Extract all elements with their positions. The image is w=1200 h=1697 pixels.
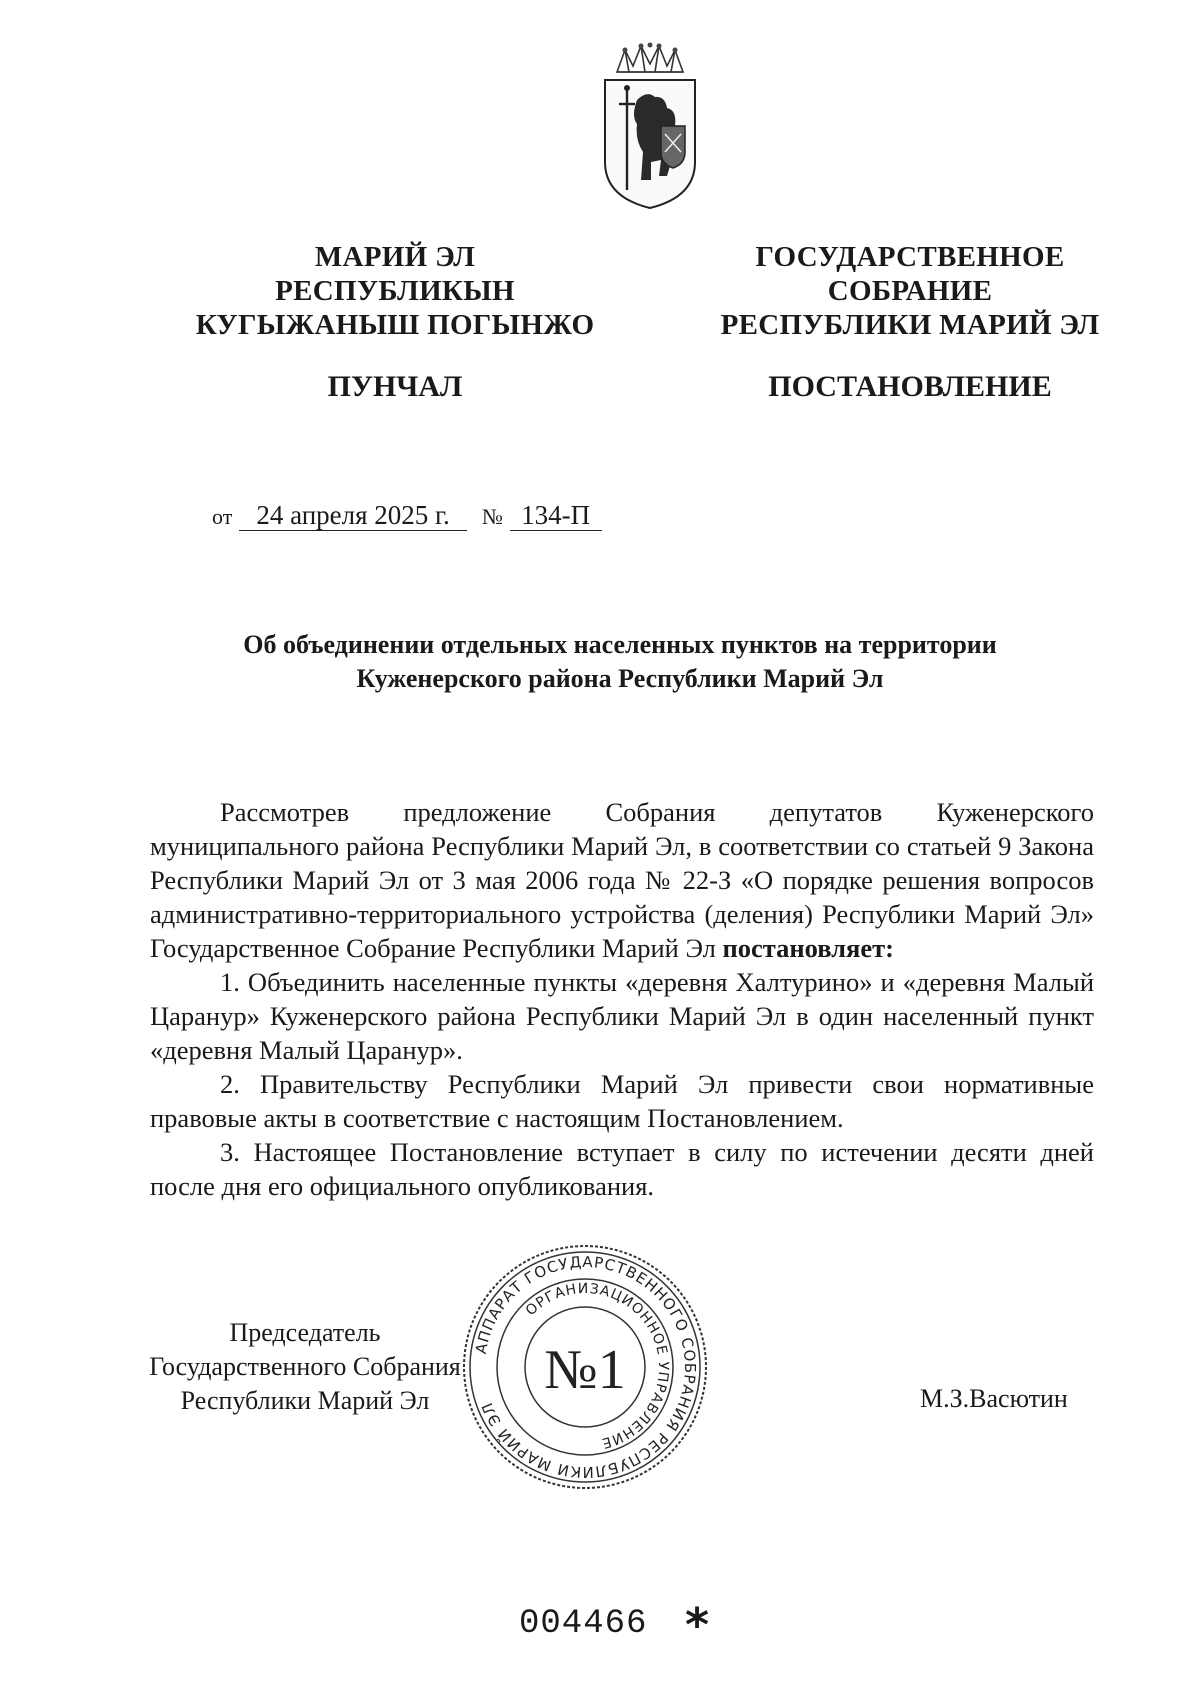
header-right-line1: ГОСУДАРСТВЕННОЕ — [755, 241, 1065, 273]
title-line2: Куженерского района Республики Марий Эл — [356, 664, 884, 693]
preamble-text: Рассмотрев предложение Собрания депутатов Куженерского муниципального района Республики Марий Эл, в соответствии со статьей 9 Закона Республики Марий Эл от 3 мая 2006 года № 22-З «О порядке решения вопросов административно-территориального устройства (деления) Республики Марий Эл» Государственное Собрание Республики Марий Эл — [150, 797, 1094, 963]
item-3: 3. Настоящее Постановление вступает в силу по истечении десяти дней после дня его официального опубликования. — [150, 1137, 1094, 1201]
item-1: 1. Объединить населенные пункты «деревня Халтурино» и «деревня Малый Царанур» Куженерского района Республики Марий Эл в один населенный пункт «деревня Малый Царанур». — [150, 967, 1094, 1065]
document-date: 24 апреля 2025 г. — [239, 500, 467, 531]
header-left-line3: КУГЫЖАНЫШ ПОГЫНЖО — [195, 309, 595, 341]
official-seal-stamp — [460, 1242, 710, 1492]
doc-type-russian: ПОСТАНОВЛЕНИЕ — [768, 370, 1052, 403]
header-right — [680, 240, 1140, 342]
document-number: 134-П — [510, 500, 602, 531]
number-sign: № — [481, 504, 503, 529]
form-serial-number: 004466 — [519, 1605, 648, 1643]
signature-line3: Республики Марий Эл — [180, 1386, 430, 1415]
date-prefix: от — [212, 504, 233, 529]
header-left-line1: МАРИЙ ЭЛ — [314, 241, 476, 273]
title-line1: Об объединении отдельных населенных пунктов на территории — [243, 630, 997, 659]
header-right-line3: РЕСПУБЛИКИ МАРИЙ ЭЛ — [720, 309, 1100, 341]
resolves-word: постановляет: — [722, 933, 894, 963]
signature-title — [140, 1316, 470, 1418]
signature-line2: Государственного Собрания — [149, 1352, 461, 1381]
seal-outer-text: АППАРАТ ГОСУДАРСТВЕННОГО СОБРАНИЯ РЕСПУБЛИКИ МАРИЙ ЭЛ — [471, 1252, 700, 1482]
item-2: 2. Правительству Республики Марий Эл привести свои нормативные правовые акты в соответствие с настоящим Постановлением. — [150, 1069, 1094, 1133]
signature-line1: Председатель — [229, 1318, 381, 1347]
header-right-line2: СОБРАНИЕ — [827, 275, 993, 307]
document-body — [150, 795, 1094, 1203]
serial-star-mark: * — [685, 1598, 710, 1652]
seal-center-number: №1 — [544, 1339, 626, 1401]
coat-of-arms-emblem — [595, 42, 705, 212]
document-title — [150, 628, 1090, 696]
preamble-paragraph — [150, 795, 1094, 965]
header-left — [150, 240, 640, 342]
date-number-line — [212, 500, 602, 531]
seal-inner-text: ОРГАНИЗАЦИОННОЕ УПРАВЛЕНИЕ — [522, 1280, 672, 1452]
header-left-line2: РЕСПУБЛИКЫН — [275, 275, 515, 307]
signer-name: М.З.Васютин — [920, 1384, 1068, 1413]
doc-type-mari: ПУНЧАЛ — [327, 370, 463, 403]
